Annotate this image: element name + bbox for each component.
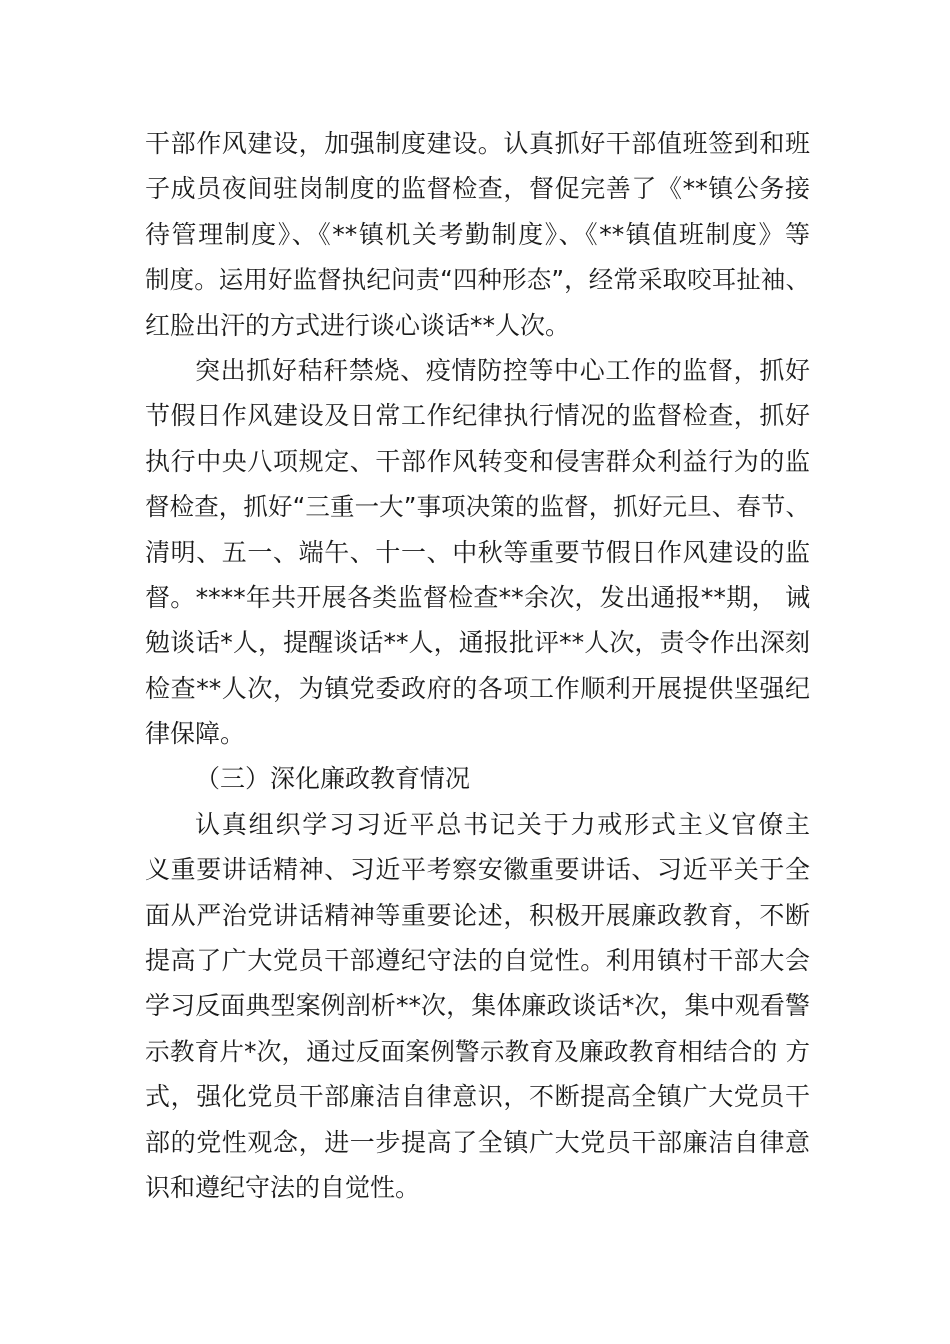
text-line: 突出抓好秸秆禁烧、疫情防控等中心工作的监督，抓好 bbox=[195, 355, 810, 385]
text-line: 检查**人次，为镇党委政府的各项工作顺利开展提供坚强纪 bbox=[145, 673, 810, 703]
text-line: 督。****年共开展各类监督检查**余次，发出通报**期， 诫 bbox=[145, 582, 810, 612]
text-line: 干部作风建设，加强制度建设。认真抓好干部值班签到和班 bbox=[145, 129, 810, 158]
text-line: 律保障。 bbox=[145, 719, 246, 749]
text-line: 子成员夜间驻岗制度的监督检查，督促完善了《**镇公务接 bbox=[145, 174, 810, 204]
text-line: 义重要讲话精神、习近平考察安徽重要讲话、习近平关于全 bbox=[145, 855, 810, 885]
text-line: 待管理制度》、《**镇机关考勤制度》、《**镇值班制度》等 bbox=[145, 219, 810, 249]
section-heading: （三）深化廉政教育情况 bbox=[195, 764, 471, 794]
text-line: 执行中央八项规定、干部作风转变和侵害群众利益行为的监 bbox=[145, 446, 810, 476]
body-text bbox=[145, 121, 810, 1210]
text-line: 学习反面典型案例剖析**次，集体廉政谈话*次，集中观看警 bbox=[145, 991, 810, 1021]
text-line: 清明、五一、端午、十一、中秋等重要节假日作风建设的监 bbox=[145, 537, 810, 567]
text-line: 提高了广大党员干部遵纪守法的自觉性。利用镇村干部大会 bbox=[145, 946, 810, 976]
text-line: 勉谈话*人，提醒谈话**人，通报批评**人次，责令作出深刻 bbox=[145, 628, 810, 658]
text-line: 部的党性观念，进一步提高了全镇广大党员干部廉洁自律意 bbox=[145, 1127, 810, 1157]
text-line: 制度。运用好监督执纪问责“四种形态”，经常采取咬耳扯袖、 bbox=[145, 265, 810, 295]
text-line: 式，强化党员干部廉洁自律意识，不断提高全镇广大党员干 bbox=[145, 1082, 810, 1112]
text-line: 督检查，抓好“三重一大”事项决策的监督，抓好元旦、春节、 bbox=[145, 492, 810, 522]
text-line: 认真组织学习习近平总书记关于力戒形式主义官僚主 bbox=[195, 809, 810, 839]
text-line: 示教育片*次，通过反面案例警示教育及廉政教育相结合的 方 bbox=[145, 1036, 810, 1066]
text-line: 红脸出汗的方式进行谈心谈话**人次。 bbox=[145, 310, 571, 340]
text-line: 识和遵纪守法的自觉性。 bbox=[145, 1172, 421, 1202]
text-line: 面从严治党讲话精神等重要论述，积极开展廉政教育，不断 bbox=[145, 900, 810, 930]
text-line: 节假日作风建设及日常工作纪律执行情况的监督检查，抓好 bbox=[145, 401, 810, 431]
